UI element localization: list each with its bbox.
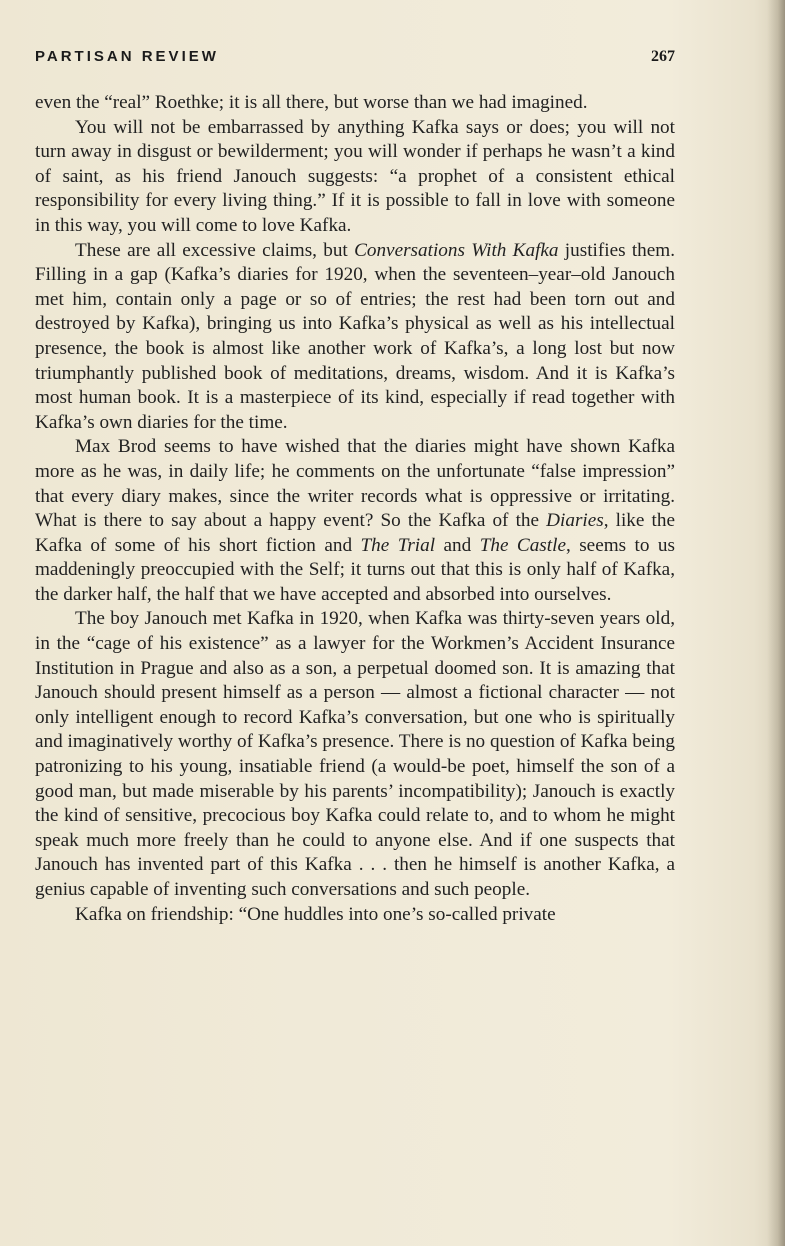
paragraph: Kafka on friendship: “One huddles into one’s so-called private [75, 903, 556, 925]
paragraph: These are all excessive claims, but Conversations With Kafka justifies them. Filling in a gap (Kafka’s diaries for 1920, when the seventeen–year–old Janouch met him, contain only a page or so of entries; the rest had been torn out and destroyed by Kafka), bringing us into Kafka’s physical as well as his intellectual presence, the book is almost like another work of Kafka’s, a long lost but now triumphantly published book of meditations, dreams, wisdom. And it is Kafka’s most human book. It is a masterpiece of its kind, especially if read together with Kafka’s own diaries for the time. [35, 239, 676, 433]
paragraph: The boy Janouch met Kafka in 1920, when Kafka was thirty-seven years old, in the “cage of his existence” as a lawyer for the Workmen’s Accident Insurance Institution in Prague and also as a son, a perpetual doomed son. It is amazing that Janouch should present himself as a person — almost a fictional character — not only intelligent enough to record Kafka’s conversation, but one who is spiritually and imaginatively worthy of Kafka’s presence. There is no question of Kafka being patronizing to his young, insatiable friend (a would-be poet, himself the son of a good man, but made miserable by his parents’ incompatibility); Janouch is exactly the kind of sensitive, precocious boy Kafka could relate to, and to whom he might speak much more freely than he could to anyone else. And if one suspects that Janouch has invented part of this Kafka . . . then he himself is another Kafka, a genius capable of inventing such conversations and such people. [35, 608, 675, 900]
paragraph: You will not be embarrassed by anything Kafka says or does; you will not turn away in disgust or bewilderment; you will wonder if perhaps he wasn’t a kind of saint, as his friend Janouch suggests: “a prophet of a consistent ethical responsibility for every living thing.” If it is possible to fall in love with someone in this way, you will come to love Kafka. [35, 116, 675, 236]
body-text [35, 91, 675, 927]
page-gutter-shadow [767, 0, 785, 1246]
journal-title: PARTISAN REVIEW [35, 48, 219, 65]
paragraph: Max Brod seems to have wished that the diaries might have shown Kafka more as he was, in daily life; he comments on the unfortunate “false impression” that every diary makes, since the writer records what is oppressive or irritating. What is there to say about a happy event? So the Kafka of the Diaries, like the Kafka of some of his short fiction and The Trial and The Castle, seems to us maddeningly preoccupied with the Self; it turns out that this is only half of Kafka, the darker half, the half that we have accepted and absorbed into ourselves. [35, 436, 675, 605]
paragraph: even the “real” Roethke; it is all there, but worse than we had imagined. [35, 92, 588, 113]
running-header [35, 48, 675, 72]
page-number: 267 [651, 48, 675, 65]
